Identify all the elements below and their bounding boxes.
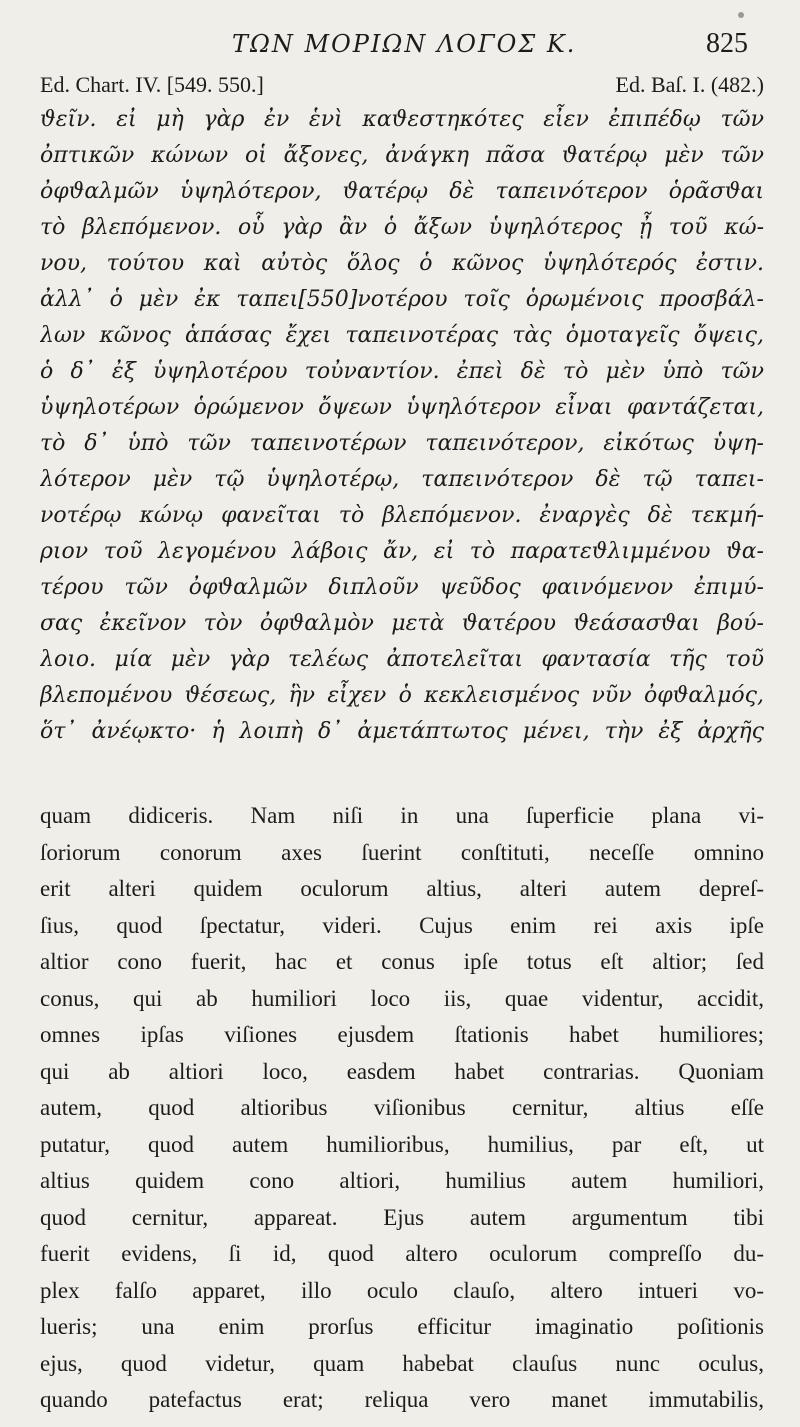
running-title: ΤΩΝ ΜΟΡΙΩΝ ΛΟΓΟΣ Κ. <box>232 30 577 58</box>
latin-text-line: conus, qui ab humiliori loco iis, quae videntur, accidit, <box>40 985 764 1011</box>
greek-text-line: ὀφϑαλμῶν ὑψηλότερον, ϑατέρῳ δὲ ταπεινότερον ὁρᾶσϑαι <box>40 179 764 204</box>
greek-text-line: λοιο. μία μὲν γὰρ τελέως ἀποτελεῖται φαντασία τῆς τοῦ <box>40 647 764 672</box>
latin-text-line: quam didiceris. Nam niſi in una ſuperficie plana vi- <box>40 803 764 828</box>
latin-text-block <box>40 798 764 1419</box>
edition-reference-left: Ed. Chart. IV. [549. 550.] <box>40 72 264 97</box>
greek-text-line: τὸ βλεπόμενον. οὗ γὰρ ἂν ὁ ἄξων ὑψηλότερος ᾖ τοῦ κώ- <box>40 215 764 240</box>
latin-text-line: plex falſo apparet, illo oculo clauſo, altero intueri vo- <box>40 1277 764 1303</box>
latin-text-line: erit alteri quidem oculorum altius, alteri autem depreſ- <box>40 876 764 901</box>
latin-text-line: qui ab altiori loco, easdem habet contrarias. Quoniam <box>40 1058 764 1084</box>
latin-text-line: ejus, quod videtur, quam habebat clauſus nunc oculus, <box>40 1350 764 1376</box>
greek-text-line: λότερον μὲν τῷ ὑψηλοτέρῳ, ταπεινότερον δὲ τῷ ταπει- <box>40 467 764 492</box>
latin-text-line: ſius, quod ſpectatur, videri. Cujus enim rei axis ipſe <box>40 912 764 938</box>
latin-text-line: quando patefactus erat; reliqua vero manet immutabilis, <box>40 1387 764 1412</box>
edition-reference-line <box>40 72 764 100</box>
greek-text-line: λων κῶνος ἁπάσας ἔχει ταπεινοτέρας τὰς ὁμοταγεῖς ὄψεις, <box>40 323 764 348</box>
greek-text-line: ἀλλ᾽ ὁ μὲν ἐκ ταπει[550]νοτέρου τοῖς ὁρωμένοις προσβάλ- <box>40 287 764 312</box>
greek-text-line: σας ἐκεῖνον τὸν ὀφϑαλμὸν μετὰ ϑατέρου ϑεάσασϑαι βού- <box>40 611 764 636</box>
greek-text-line: ὅτ᾽ ἀνέῳκτο· ἡ λοιπὴ δ᾽ ἀμετάπτωτος μένει, τὴν ἐξ ἀρχῆς <box>40 719 764 744</box>
greek-text-line: τὸ δ᾽ ὑπὸ τῶν ταπεινοτέρων ταπεινότερον, εἰκότως ὑψη- <box>40 431 764 456</box>
latin-text-line: ſoriorum conorum axes ſuerint conſtituti, neceſſe omnino <box>40 839 764 865</box>
greek-text-line: τέρου τῶν ὀφϑαλμῶν διπλοῦν ψεῦδος φαινόμενον ἐπιμύ- <box>40 575 764 600</box>
greek-text-line: νοτέρῳ κώνῳ φανεῖται τὸ βλεπόμενον. ἐναργὲς δὲ τεκμή- <box>40 503 764 528</box>
latin-text-line: altius quidem cono altiori, humilius autem humiliori, <box>40 1168 764 1193</box>
greek-text-block <box>40 102 764 750</box>
greek-text-line: ὁ δ᾽ ἐξ ὑψηλοτέρου τοὐναντίον. ἐπεὶ δὲ τὸ μὲν ὑπὸ τῶν <box>40 359 764 384</box>
page-number: 825 <box>706 28 748 59</box>
greek-text-line: ὑψηλοτέρων ὁρώμενον ὄψεων ὑψηλότερον εἶναι φαντάζεται, <box>40 395 764 420</box>
paper-stain <box>738 12 744 18</box>
latin-text-line: fuerit evidens, ſi id, quod altero oculorum compreſſo du- <box>40 1241 764 1266</box>
latin-text-line: autem, quod altioribus viſionibus cernitur, altius eſſe <box>40 1095 764 1120</box>
greek-text-line: βλεπομένου ϑέσεως, ἣν εἶχεν ὁ κεκλεισμένος νῦν ὀφϑαλμός, <box>40 683 764 708</box>
greek-text-line: ριον τοῦ λεγομένου λάβοις ἄν, εἰ τὸ παρατεϑλιμμένου ϑα- <box>40 539 764 564</box>
running-head <box>0 28 800 64</box>
latin-text-line: omnes ipſas viſiones ejusdem ſtationis habet humiliores; <box>40 1022 764 1047</box>
latin-text-line: altior cono fuerit, hac et conus ipſe totus eſt altior; ſed <box>40 949 764 974</box>
greek-text-line: ὀπτικῶν κώνων οἱ ἄξονες, ἀνάγκη πᾶσα ϑατέρῳ μὲν τῶν <box>40 143 764 168</box>
latin-text-line: putatur, quod autem humilioribus, humilius, par eſt, ut <box>40 1131 764 1157</box>
latin-text-line: quod cernitur, appareat. Ejus autem argumentum tibi <box>40 1204 764 1230</box>
greek-text-line: ϑεῖν. εἰ μὴ γὰρ ἐν ἑνὶ καϑεστηκότες εἶεν ἐπιπέδῳ τῶν <box>40 107 764 132</box>
latin-text-line: lueris; una enim prorſus efficitur imaginatio poſitionis <box>40 1314 764 1339</box>
greek-text-line: νου, τούτου καὶ αὐτὸς ὅλος ὁ κῶνος ὑψηλότερός ἐστιν. <box>40 251 764 276</box>
edition-reference-right: Ed. Baſ. I. (482.) <box>615 72 764 97</box>
